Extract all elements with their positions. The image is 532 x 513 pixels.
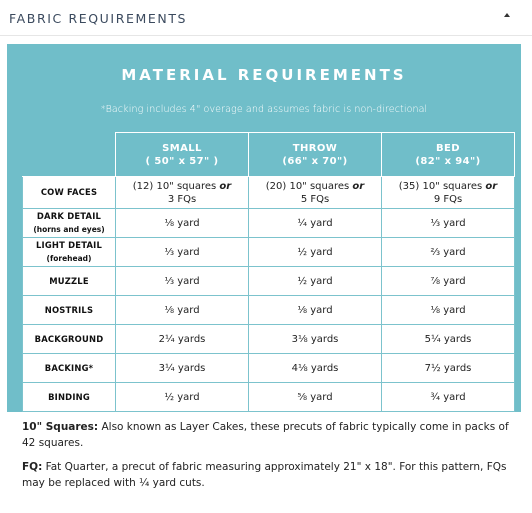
table-row: [23, 209, 515, 238]
section-header[interactable]: [0, 0, 532, 36]
row-label-main: DARK DETAIL: [36, 211, 102, 221]
header-small-name: SMALL: [162, 142, 202, 154]
table-row: [23, 354, 515, 383]
footnote-squares-term: 10" Squares:: [22, 421, 99, 433]
table-cell: 5¼ yards: [382, 325, 515, 354]
row-label: COW FACES: [23, 177, 116, 209]
row-label: MUZZLE: [23, 267, 116, 296]
cell-or: or: [352, 180, 365, 192]
backing-note: *Backing includes 4" overage and assumes fabric is non-directional: [100, 104, 428, 115]
collapse-caret-up-icon[interactable]: [504, 13, 510, 17]
row-sublabel: (forehead): [46, 254, 92, 263]
table-cell: ⅓ yard: [382, 209, 515, 238]
footnote-fq: [22, 459, 512, 491]
table-row: [23, 325, 515, 354]
row-label: BACKGROUND: [23, 325, 116, 354]
header-corner: [23, 133, 116, 177]
table-cell: ½ yard: [249, 267, 382, 296]
cell-or: or: [219, 180, 232, 192]
table-cell: 3⅛ yards: [249, 325, 382, 354]
table-header-row: [23, 133, 515, 177]
table-cell: ½ yard: [249, 238, 382, 267]
table-row: [23, 296, 515, 325]
footnote-squares-text: Also known as Layer Cakes, these precuts of fabric typically come in packs of 42 squares.: [22, 421, 509, 449]
cell-text: 3 FQs: [167, 193, 197, 205]
section-title: FABRIC REQUIREMENTS: [9, 11, 188, 26]
table-cell: 7½ yards: [382, 354, 515, 383]
table-row: [23, 383, 515, 412]
row-label: [23, 238, 116, 267]
header-small-size: ( 50" x 57" ): [145, 155, 219, 167]
table-cell: ⅛ yard: [382, 296, 515, 325]
header-small: [116, 133, 249, 177]
table-cell: ¼ yard: [249, 209, 382, 238]
header-bed-size: (82" x 94"): [415, 155, 481, 167]
table-cell: [249, 177, 382, 209]
table-cell: ⅓ yard: [116, 238, 249, 267]
header-bed-name: BED: [436, 142, 460, 154]
table-cell: ⅔ yard: [382, 238, 515, 267]
table-cell: ⅛ yard: [249, 296, 382, 325]
cell-text: 5 FQs: [300, 193, 330, 205]
table-cell: 4⅛ yards: [249, 354, 382, 383]
cell-text: (35) 10" squares: [398, 180, 486, 192]
requirements-table: [22, 132, 515, 412]
table-cell: 3¼ yards: [116, 354, 249, 383]
cell-or: or: [485, 180, 498, 192]
table-row: [23, 238, 515, 267]
table-cell: 2¼ yards: [116, 325, 249, 354]
cell-text: 9 FQs: [433, 193, 463, 205]
cell-text: (20) 10" squares: [265, 180, 353, 192]
table-cell: ⅝ yard: [249, 383, 382, 412]
panel-title: MATERIAL REQUIREMENTS: [121, 66, 407, 84]
table-cell: ⅛ yard: [116, 296, 249, 325]
header-throw-size: (66" x 70"): [282, 155, 348, 167]
row-label: BACKING*: [23, 354, 116, 383]
header-throw: [249, 133, 382, 177]
cell-text: (12) 10" squares: [132, 180, 220, 192]
table-cell: [116, 177, 249, 209]
row-label: [23, 209, 116, 238]
table-cell: ⅛ yard: [116, 209, 249, 238]
footnote-fq-text: Fat Quarter, a precut of fabric measuring approximately 21" x 18". For this pattern, FQs may be replaced with ¼ yard cuts.: [22, 461, 507, 489]
row-label-main: LIGHT DETAIL: [35, 240, 103, 250]
header-throw-name: THROW: [292, 142, 338, 154]
table-row: [23, 177, 515, 209]
table-cell: ⅞ yard: [382, 267, 515, 296]
row-label: NOSTRILS: [23, 296, 116, 325]
table-cell: [382, 177, 515, 209]
footnote-fq-term: FQ:: [22, 461, 43, 473]
row-label: BINDING: [23, 383, 116, 412]
table-cell: ½ yard: [116, 383, 249, 412]
header-bed: [382, 133, 515, 177]
footnote-squares: [22, 419, 512, 451]
table-cell: ¾ yard: [382, 383, 515, 412]
table-row: [23, 267, 515, 296]
material-requirements-panel: [7, 44, 521, 412]
table-cell: ⅓ yard: [116, 267, 249, 296]
row-sublabel: (horns and eyes): [33, 225, 105, 234]
